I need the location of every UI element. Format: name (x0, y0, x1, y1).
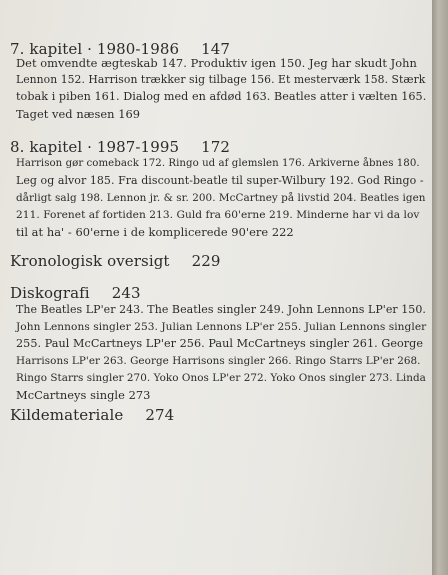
chapter-8-line-2: Leg og alvor 185. Fra discount-beatle til super-Wilbury 192. God Ringo - (16, 174, 424, 187)
chapter-7-line-2: Lennon 152. Harrison trækker sig tilbage 156. Et mesterværk 158. Stærk (16, 73, 426, 86)
chapter-7-line-4: Taget ved næsen 169 (16, 107, 141, 121)
kildemateriale-title: Kildemateriale (10, 406, 124, 424)
chapter-8-title: 8. kapitel · 1987-1995 (10, 138, 180, 156)
chapter-8-line-1: Harrison gør comeback 172. Ringo ud af glemslen 176. Arkiverne åbnes 180. (16, 158, 420, 169)
chapter-7-line-3: tobak i piben 161. Dialog med en afdød 163. Beatles atter i vælten 165. (16, 90, 427, 103)
diskografi-page: 243 (111, 284, 141, 302)
chapter-7-page: 147 (201, 40, 231, 58)
diskografi-title: Diskografi (10, 284, 90, 302)
kronologisk-title: Kronologisk oversigt (10, 252, 170, 270)
kronologisk-section (10, 252, 418, 270)
diskografi-line-2: John Lennons singler 253. Julian Lennons LP'er 255. Julian Lennons singler (16, 321, 427, 333)
chapter-8-section (10, 138, 418, 156)
chapter-8-line-5: til at ha' - 60'erne i de komplicerede 90'ere 222 (16, 225, 294, 239)
diskografi-line-5: Ringo Starrs singler 270. Yoko Onos LP'er 272. Yoko Onos singler 273. Linda (16, 372, 426, 384)
chapter-7-line-1: Det omvendte ægteskab 147. Produktiv igen 150. Jeg har skudt John (16, 56, 417, 70)
chapter-8-heading (10, 138, 418, 156)
diskografi-line-1: The Beatles LP'er 243. The Beatles singler 249. John Lennons LP'er 150. (16, 303, 426, 316)
diskografi-line-4: Harrisons LP'er 263. George Harrisons singler 266. Ringo Starrs LP'er 268. (16, 355, 421, 367)
chapter-8-page: 172 (201, 138, 231, 156)
chapter-7-title: 7. kapitel · 1980-1986 (10, 40, 180, 58)
kildemateriale-heading (10, 406, 418, 424)
chapter-8-line-3: dårligt salg 198. Lennon jr. & sr. 200. McCartney på livstid 204. Beatles igen (16, 192, 426, 204)
diskografi-line-3: 255. Paul McCartneys LP'er 256. Paul McCartneys singler 261. George (16, 337, 424, 350)
diskografi-heading (10, 284, 418, 302)
chapter-8-line-4: 211. Forenet af fortiden 213. Guld fra 60'erne 219. Minderne har vi da lov (16, 209, 420, 221)
kildemateriale-section (10, 406, 418, 424)
kildemateriale-page: 274 (145, 406, 175, 424)
kronologisk-page: 229 (191, 252, 221, 270)
diskografi-section (10, 284, 418, 302)
page-edge (432, 0, 448, 575)
diskografi-line-6: McCartneys single 273 (16, 388, 151, 402)
kronologisk-heading (10, 252, 418, 270)
